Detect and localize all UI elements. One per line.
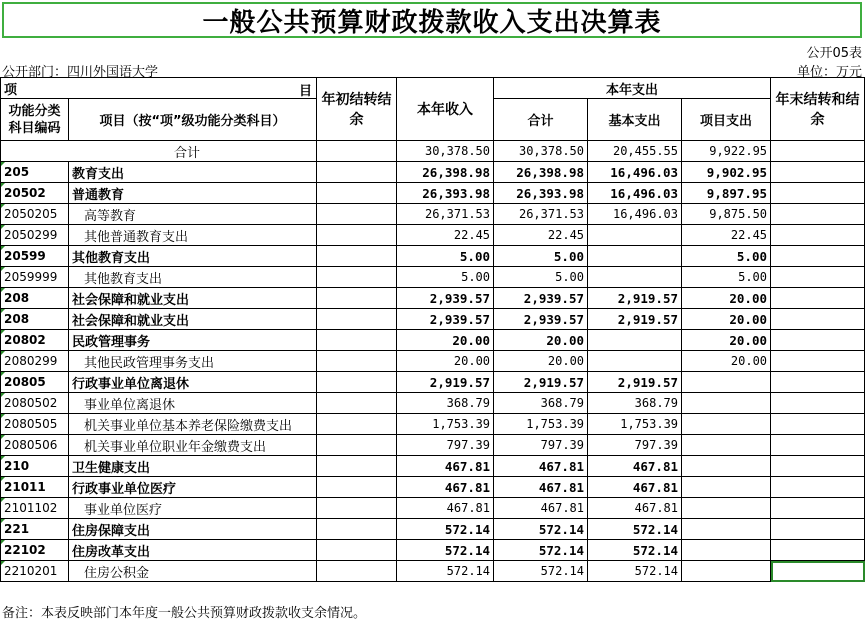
- row-income[interactable]: 26,398.98: [397, 162, 494, 183]
- row-project[interactable]: [682, 435, 771, 456]
- row-project[interactable]: 20.00: [682, 288, 771, 309]
- row-code-text: 208: [4, 312, 30, 326]
- row-name[interactable]: 社会保障和就业支出: [69, 309, 317, 330]
- row-closing[interactable]: [771, 498, 865, 519]
- comment-marker-icon: [1, 519, 5, 523]
- row-exp-total[interactable]: 368.79: [494, 393, 588, 414]
- row-income[interactable]: 1,753.39: [397, 414, 494, 435]
- header-expenditure[interactable]: 本年支出: [494, 78, 771, 99]
- row-project[interactable]: [682, 540, 771, 561]
- comment-marker-icon: [1, 435, 5, 439]
- row-closing[interactable]: [771, 330, 865, 351]
- row-closing[interactable]: [771, 561, 865, 582]
- header-item-right: 目: [299, 84, 313, 99]
- row-code-text: 221: [4, 522, 30, 536]
- row-opening[interactable]: [317, 183, 397, 204]
- row-project[interactable]: [682, 456, 771, 477]
- total-opening[interactable]: [317, 141, 397, 162]
- row-income[interactable]: 467.81: [397, 456, 494, 477]
- row-closing[interactable]: [771, 288, 865, 309]
- row-income[interactable]: 2,919.57: [397, 372, 494, 393]
- row-income[interactable]: 368.79: [397, 393, 494, 414]
- row-name[interactable]: 事业单位离退休: [69, 393, 317, 414]
- comment-marker-icon: [1, 372, 5, 376]
- row-code[interactable]: [1, 288, 69, 309]
- row-name[interactable]: 事业单位医疗: [69, 498, 317, 519]
- row-exp-total[interactable]: 2,919.57: [494, 372, 588, 393]
- comment-marker-icon: [1, 183, 5, 187]
- row-exp-total[interactable]: 26,398.98: [494, 162, 588, 183]
- row-code[interactable]: [1, 351, 69, 372]
- row-project[interactable]: [682, 372, 771, 393]
- row-project[interactable]: [682, 414, 771, 435]
- total-closing[interactable]: [771, 141, 865, 162]
- row-basic[interactable]: 1,753.39: [588, 414, 682, 435]
- table-row[interactable]: [1, 225, 865, 246]
- row-income[interactable]: 467.81: [397, 477, 494, 498]
- table-row[interactable]: [1, 498, 865, 519]
- table-row[interactable]: [1, 519, 865, 540]
- comment-marker-icon: [1, 225, 5, 229]
- row-basic[interactable]: 2,919.57: [588, 372, 682, 393]
- row-project[interactable]: 5.00: [682, 246, 771, 267]
- row-name[interactable]: 行政事业单位医疗: [69, 477, 317, 498]
- row-code-text: 2101102: [4, 501, 58, 515]
- row-closing[interactable]: [771, 309, 865, 330]
- row-income[interactable]: 2,939.57: [397, 288, 494, 309]
- table-row[interactable]: [1, 456, 865, 477]
- row-name[interactable]: 住房保障支出: [69, 519, 317, 540]
- row-exp-total[interactable]: 20.00: [494, 351, 588, 372]
- table-row[interactable]: [1, 540, 865, 561]
- table-row[interactable]: [1, 561, 865, 582]
- row-exp-total[interactable]: 26,371.53: [494, 204, 588, 225]
- row-income[interactable]: 797.39: [397, 435, 494, 456]
- comment-marker-icon: [1, 351, 5, 355]
- row-code-text: 20802: [4, 333, 46, 347]
- row-code[interactable]: [1, 309, 69, 330]
- comment-marker-icon: [1, 204, 5, 208]
- row-project[interactable]: 20.00: [682, 309, 771, 330]
- row-opening[interactable]: [317, 393, 397, 414]
- table-row[interactable]: [1, 393, 865, 414]
- comment-marker-icon: [1, 456, 5, 460]
- total-income[interactable]: 30,378.50: [397, 141, 494, 162]
- table-row[interactable]: [1, 288, 865, 309]
- title-gap: [0, 40, 866, 44]
- row-code[interactable]: [1, 435, 69, 456]
- row-basic[interactable]: [588, 267, 682, 288]
- table-row[interactable]: [1, 162, 865, 183]
- form-number: 公开05表: [806, 46, 862, 61]
- header-project[interactable]: 项目支出: [682, 99, 771, 141]
- row-code[interactable]: [1, 477, 69, 498]
- row-code-text: 20805: [4, 375, 46, 389]
- header-item-span[interactable]: [1, 78, 317, 99]
- row-income[interactable]: 22.45: [397, 225, 494, 246]
- row-basic[interactable]: 572.14: [588, 540, 682, 561]
- row-opening[interactable]: [317, 225, 397, 246]
- row-name[interactable]: 行政事业单位离退休: [69, 372, 317, 393]
- comment-marker-icon: [1, 267, 5, 271]
- row-name[interactable]: 其他教育支出: [69, 267, 317, 288]
- row-closing[interactable]: [771, 456, 865, 477]
- comment-marker-icon: [1, 330, 5, 334]
- comment-marker-icon: [1, 540, 5, 544]
- footnote: 备注：本表反映部门本年度一般公共预算财政拨款收支余情况。: [2, 606, 367, 621]
- row-closing[interactable]: [771, 519, 865, 540]
- row-project[interactable]: 20.00: [682, 351, 771, 372]
- budget-table: [0, 77, 865, 582]
- row-basic[interactable]: 467.81: [588, 456, 682, 477]
- row-opening[interactable]: [317, 330, 397, 351]
- row-closing[interactable]: [771, 246, 865, 267]
- row-project[interactable]: [682, 498, 771, 519]
- row-code-text: 2050299: [4, 228, 58, 242]
- row-code[interactable]: [1, 162, 69, 183]
- row-exp-total[interactable]: 572.14: [494, 561, 588, 582]
- row-exp-total[interactable]: 467.81: [494, 498, 588, 519]
- row-name[interactable]: 普通教育: [69, 183, 317, 204]
- row-opening[interactable]: [317, 309, 397, 330]
- row-closing[interactable]: [771, 162, 865, 183]
- row-opening[interactable]: [317, 372, 397, 393]
- row-code-text: 22102: [4, 543, 46, 557]
- row-exp-total[interactable]: 572.14: [494, 519, 588, 540]
- comment-marker-icon: [1, 288, 5, 292]
- row-income[interactable]: 5.00: [397, 267, 494, 288]
- row-code-text: 205: [4, 165, 30, 179]
- header-basic[interactable]: 基本支出: [588, 99, 682, 141]
- header-income[interactable]: 本年收入: [397, 78, 494, 141]
- row-basic[interactable]: 797.39: [588, 435, 682, 456]
- row-exp-total[interactable]: 467.81: [494, 456, 588, 477]
- row-closing[interactable]: [771, 477, 865, 498]
- row-basic[interactable]: 16,496.03: [588, 183, 682, 204]
- row-project[interactable]: 9,902.95: [682, 162, 771, 183]
- row-closing[interactable]: [771, 372, 865, 393]
- row-income[interactable]: 26,393.98: [397, 183, 494, 204]
- table-row[interactable]: [1, 435, 865, 456]
- row-project[interactable]: [682, 393, 771, 414]
- table-row[interactable]: [1, 246, 865, 267]
- row-income[interactable]: 572.14: [397, 561, 494, 582]
- row-income[interactable]: 572.14: [397, 540, 494, 561]
- unit-label: 单位：万元: [796, 65, 862, 80]
- row-opening[interactable]: [317, 351, 397, 372]
- row-exp-total[interactable]: 20.00: [494, 330, 588, 351]
- row-code[interactable]: [1, 330, 69, 351]
- row-project[interactable]: 22.45: [682, 225, 771, 246]
- header-item: 项: [4, 82, 18, 98]
- row-name[interactable]: 其他教育支出: [69, 246, 317, 267]
- row-exp-total[interactable]: 5.00: [494, 267, 588, 288]
- row-code-text: 2050205: [4, 207, 58, 221]
- row-income[interactable]: 26,371.53: [397, 204, 494, 225]
- row-project[interactable]: 9,875.50: [682, 204, 771, 225]
- row-project[interactable]: 5.00: [682, 267, 771, 288]
- table-row[interactable]: [1, 477, 865, 498]
- row-basic[interactable]: [588, 330, 682, 351]
- row-closing[interactable]: [771, 393, 865, 414]
- row-code[interactable]: [1, 204, 69, 225]
- row-code[interactable]: [1, 393, 69, 414]
- row-name[interactable]: 住房改革支出: [69, 540, 317, 561]
- report-title: 一般公共预算财政拨款收入支出决算表: [2, 2, 862, 38]
- row-code[interactable]: [1, 225, 69, 246]
- row-closing[interactable]: [771, 225, 865, 246]
- row-code[interactable]: [1, 414, 69, 435]
- row-closing[interactable]: [771, 414, 865, 435]
- row-code[interactable]: [1, 498, 69, 519]
- row-code-text: 2080506: [4, 438, 58, 452]
- row-code[interactable]: [1, 456, 69, 477]
- row-opening[interactable]: [317, 414, 397, 435]
- row-name[interactable]: 住房公积金: [69, 561, 317, 582]
- row-name[interactable]: 社会保障和就业支出: [69, 288, 317, 309]
- row-code[interactable]: [1, 183, 69, 204]
- header-code[interactable]: 功能分类科目编码: [1, 99, 69, 141]
- comment-marker-icon: [1, 393, 5, 397]
- row-income[interactable]: 5.00: [397, 246, 494, 267]
- row-code-text: 2080505: [4, 417, 58, 431]
- row-opening[interactable]: [317, 162, 397, 183]
- comment-marker-icon: [1, 414, 5, 418]
- row-closing[interactable]: [771, 267, 865, 288]
- row-exp-total[interactable]: 797.39: [494, 435, 588, 456]
- row-closing[interactable]: [771, 351, 865, 372]
- row-name[interactable]: 高等教育: [69, 204, 317, 225]
- header-opening-balance[interactable]: 年初结转结余: [317, 78, 397, 141]
- row-code[interactable]: [1, 561, 69, 582]
- row-opening[interactable]: [317, 561, 397, 582]
- row-basic[interactable]: 572.14: [588, 519, 682, 540]
- row-project[interactable]: [682, 561, 771, 582]
- row-closing[interactable]: [771, 183, 865, 204]
- row-project[interactable]: [682, 477, 771, 498]
- row-code[interactable]: [1, 540, 69, 561]
- row-opening[interactable]: [317, 540, 397, 561]
- header-closing-balance[interactable]: 年末结转和结余: [771, 78, 865, 141]
- row-opening[interactable]: [317, 267, 397, 288]
- table-row[interactable]: [1, 309, 865, 330]
- row-project[interactable]: 20.00: [682, 330, 771, 351]
- row-opening[interactable]: [317, 246, 397, 267]
- table-row[interactable]: [1, 267, 865, 288]
- row-opening[interactable]: [317, 456, 397, 477]
- total-label[interactable]: 合计: [1, 141, 317, 162]
- row-code-text: 2059999: [4, 270, 58, 284]
- row-opening[interactable]: [317, 498, 397, 519]
- comment-marker-icon: [1, 477, 5, 481]
- row-basic[interactable]: 467.81: [588, 477, 682, 498]
- header-name[interactable]: 项目（按“项”级功能分类科目）: [69, 99, 317, 141]
- row-name[interactable]: 机关事业单位基本养老保险缴费支出: [69, 414, 317, 435]
- row-code[interactable]: [1, 246, 69, 267]
- row-basic[interactable]: 2,919.57: [588, 288, 682, 309]
- table-row[interactable]: [1, 183, 865, 204]
- row-code[interactable]: [1, 372, 69, 393]
- row-income[interactable]: 20.00: [397, 351, 494, 372]
- table-row[interactable]: [1, 414, 865, 435]
- total-row[interactable]: [1, 141, 865, 162]
- total-exp-total[interactable]: 30,378.50: [494, 141, 588, 162]
- table-row[interactable]: [1, 330, 865, 351]
- row-opening[interactable]: [317, 435, 397, 456]
- row-opening[interactable]: [317, 204, 397, 225]
- row-exp-total[interactable]: 2,939.57: [494, 309, 588, 330]
- department-label: 公开部门：四川外国语大学: [2, 65, 159, 80]
- row-basic[interactable]: 16,496.03: [588, 162, 682, 183]
- row-exp-total[interactable]: 5.00: [494, 246, 588, 267]
- row-code-text: 208: [4, 291, 30, 305]
- row-income[interactable]: 20.00: [397, 330, 494, 351]
- row-name[interactable]: 卫生健康支出: [69, 456, 317, 477]
- table-row[interactable]: [1, 351, 865, 372]
- row-code-text: 2080299: [4, 354, 58, 368]
- total-project[interactable]: 9,922.95: [682, 141, 771, 162]
- row-code[interactable]: [1, 519, 69, 540]
- row-opening[interactable]: [317, 519, 397, 540]
- comment-marker-icon: [1, 246, 5, 250]
- table-row[interactable]: [1, 204, 865, 225]
- row-exp-total[interactable]: 467.81: [494, 477, 588, 498]
- row-income[interactable]: 2,939.57: [397, 309, 494, 330]
- row-opening[interactable]: [317, 288, 397, 309]
- row-code-text: 20599: [4, 249, 46, 263]
- row-project[interactable]: [682, 519, 771, 540]
- header-exp-total[interactable]: 合计: [494, 99, 588, 141]
- row-closing[interactable]: [771, 204, 865, 225]
- row-name[interactable]: 民政管理事务: [69, 330, 317, 351]
- row-code-text: 2210201: [4, 564, 58, 578]
- row-basic[interactable]: 572.14: [588, 561, 682, 582]
- row-project[interactable]: 9,897.95: [682, 183, 771, 204]
- row-name[interactable]: 其他普通教育支出: [69, 225, 317, 246]
- row-basic[interactable]: [588, 246, 682, 267]
- row-basic[interactable]: 368.79: [588, 393, 682, 414]
- row-exp-total[interactable]: 22.45: [494, 225, 588, 246]
- comment-marker-icon: [1, 498, 5, 502]
- row-name[interactable]: 机关事业单位职业年金缴费支出: [69, 435, 317, 456]
- row-closing[interactable]: [771, 435, 865, 456]
- row-basic[interactable]: [588, 351, 682, 372]
- row-basic[interactable]: 467.81: [588, 498, 682, 519]
- row-opening[interactable]: [317, 477, 397, 498]
- row-closing[interactable]: [771, 540, 865, 561]
- row-exp-total[interactable]: 2,939.57: [494, 288, 588, 309]
- row-code-text: 2080502: [4, 396, 58, 410]
- row-basic[interactable]: 2,919.57: [588, 309, 682, 330]
- row-name[interactable]: 其他民政管理事务支出: [69, 351, 317, 372]
- row-exp-total[interactable]: 26,393.98: [494, 183, 588, 204]
- row-income[interactable]: 572.14: [397, 519, 494, 540]
- comment-marker-icon: [1, 561, 5, 565]
- comment-marker-icon: [1, 162, 5, 166]
- row-exp-total[interactable]: 1,753.39: [494, 414, 588, 435]
- row-code-text: 20502: [4, 186, 46, 200]
- row-code[interactable]: [1, 267, 69, 288]
- table-row[interactable]: [1, 372, 865, 393]
- total-basic[interactable]: 20,455.55: [588, 141, 682, 162]
- row-exp-total[interactable]: 572.14: [494, 540, 588, 561]
- row-code-text: 210: [4, 459, 30, 473]
- row-name[interactable]: 教育支出: [69, 162, 317, 183]
- row-income[interactable]: 467.81: [397, 498, 494, 519]
- row-basic[interactable]: [588, 225, 682, 246]
- row-code-text: 21011: [4, 480, 46, 494]
- row-basic[interactable]: 16,496.03: [588, 204, 682, 225]
- comment-marker-icon: [1, 309, 5, 313]
